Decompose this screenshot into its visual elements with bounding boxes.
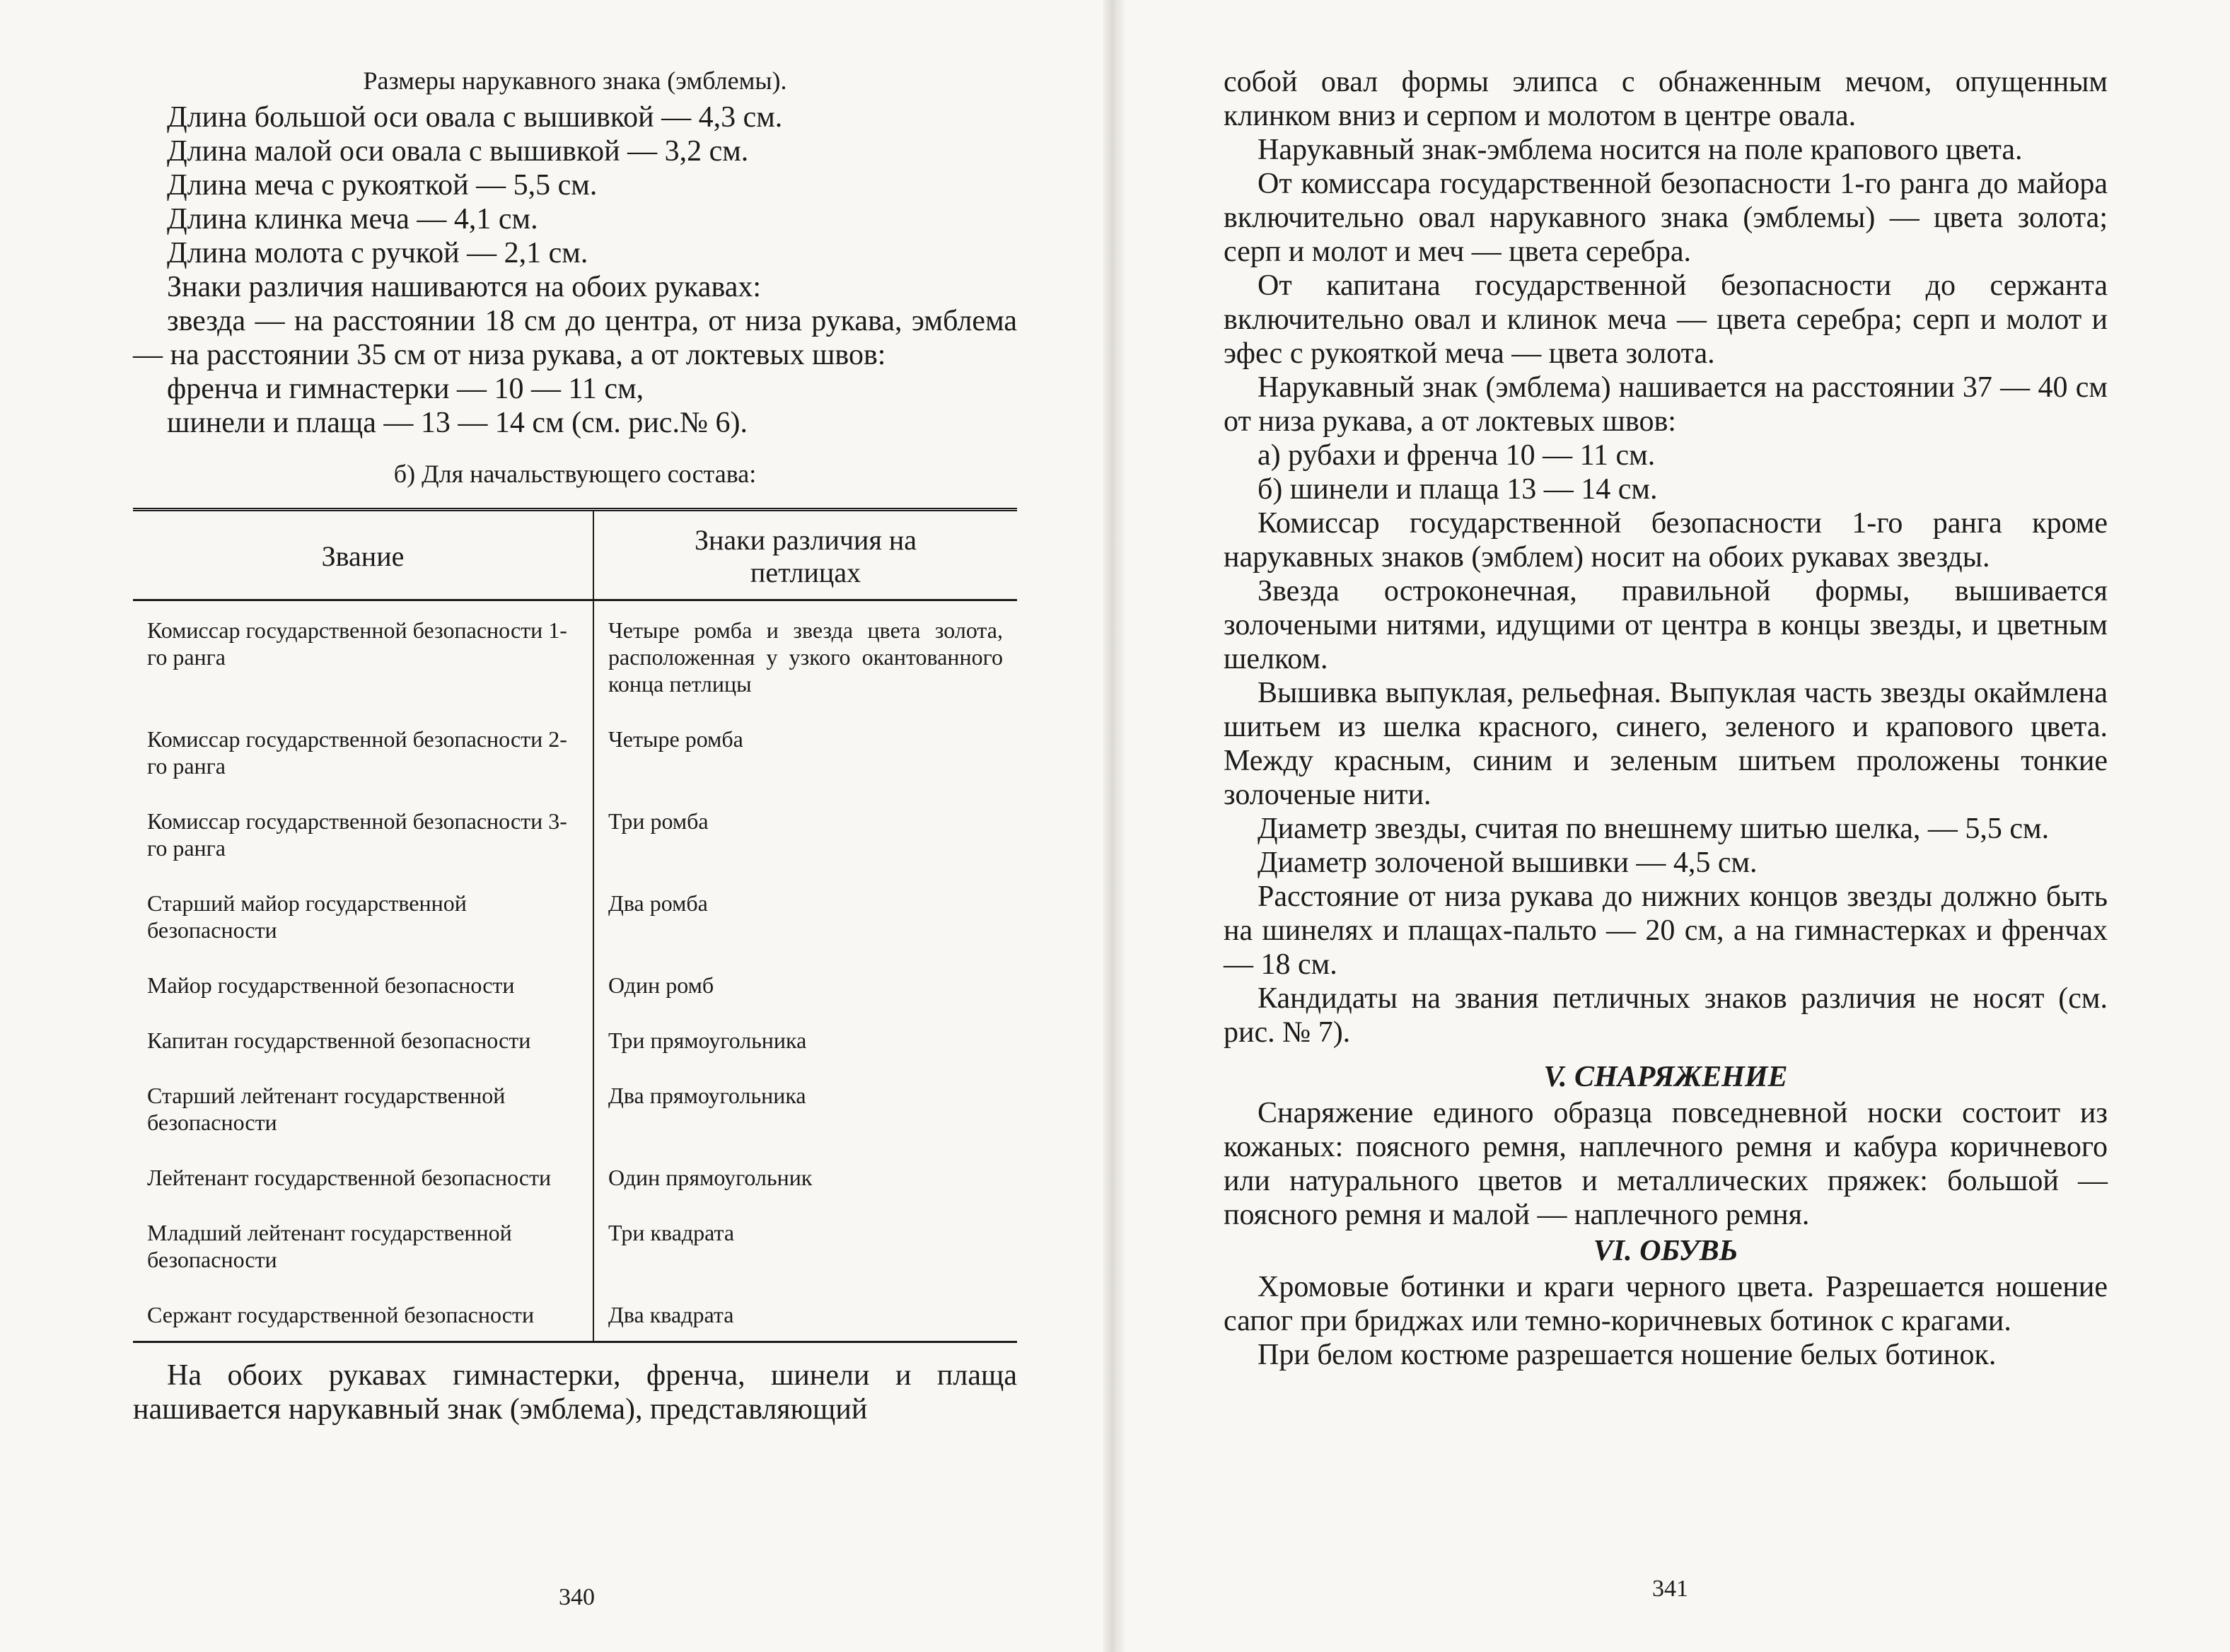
- rank-cell: Старший майор государственной безопасности: [133, 874, 593, 956]
- insignia-cell: Четыре ромба и звезда цвета золота, расположенная у узкого окантованного конца петлицы: [608, 617, 1003, 697]
- emblem-size-item: Длина меча с рукояткой — 5,5 см.: [167, 169, 598, 202]
- insignia-cell: Два квадрата: [593, 1286, 1017, 1342]
- insignia-cell: Два ромба: [608, 890, 708, 916]
- table-row: [133, 1011, 1017, 1066]
- rank-cell: Комиссар государственной безопасности 1-го ранга: [133, 600, 593, 711]
- sewing-item: френча и гимнастерки — 10 — 11 см,: [167, 373, 644, 405]
- header-rank: Звание: [133, 510, 593, 600]
- section-heading-equipment: V. СНАРЯЖЕНИЕ: [1543, 1061, 1788, 1093]
- right-page-content: [1224, 65, 2108, 1372]
- rank-cell: Комиссар государственной безопасности 2-го ранга: [133, 710, 593, 792]
- insignia-cell: Один прямоугольник: [608, 1165, 813, 1190]
- emblem-size-item: Длина большой оси овала с вышивкой — 4,3 см.: [167, 101, 783, 134]
- rank-cell: Майор государственной безопасности: [133, 956, 593, 1011]
- sewing-text: звезда — на расстоянии 18 см до центра, от низа рукава, эмблема — на расстоянии 35 см от низа рукава, а от локтевых швов:: [133, 305, 1017, 371]
- paragraph: Кандидаты на звания петличных знаков различия не носят (см. рис. № 7).: [1224, 982, 2108, 1049]
- insignia-cell: Два прямоугольника: [608, 1083, 806, 1108]
- emblem-size-item: Длина молота с ручкой — 2,1 см.: [167, 237, 588, 269]
- paragraph: Снаряжение единого образца повседневной носки состоит из кожаных: поясного ремня, наплечного ремня и кабура коричневого или натурального цветов и металлических пряжек: большой — поясного ремня и малой — наплечного ремня.: [1224, 1097, 2108, 1231]
- rank-cell: Капитан государственной безопасности: [133, 1011, 593, 1066]
- paragraph: собой овал формы элипса с обнаженным мечом, опущенным клинком вниз и серпом и молотом в центре овала.: [1224, 66, 2108, 132]
- closing-text: На обоих рукавах гимнастерки, френча, шинели и плаща нашивается нарукавный знак (эмблема), представляющий: [133, 1359, 1017, 1426]
- table-row: [133, 1286, 1017, 1342]
- emblem-size-caption: Размеры нарукавного знака (эмблемы).: [363, 66, 787, 95]
- paragraph: Хромовые ботинки и краги черного цвета. Разрешается ношение сапог при бриджах или темно-коричневых ботинок с крагами.: [1224, 1271, 2108, 1337]
- sewing-list: [133, 372, 1017, 440]
- table-caption: б) Для начальствующего состава:: [393, 460, 757, 488]
- insignia-cell: Три прямоугольника: [608, 1028, 807, 1053]
- paragraph: Вышивка выпуклая, рельефная. Выпуклая часть звезды окаймлена шитьем из шелка красного, синего, зеленого и крапового цвета. Между красным, синим и зеленым шитьем проложены тонкие золоченые нити.: [1224, 677, 2108, 811]
- paragraph: Диаметр золоченой вышивки — 4,5 см.: [1258, 847, 1758, 879]
- emblem-size-list: [133, 100, 1017, 304]
- distance-item: б) шинели и плаща 13 — 14 см.: [1258, 473, 1658, 506]
- rank-cell: Лейтенант государственной безопасности: [133, 1148, 593, 1204]
- emblem-size-item: Длина клинка меча — 4,1 см.: [167, 203, 538, 235]
- insignia-cell: Три квадрата: [608, 1220, 735, 1245]
- paragraph: Расстояние от низа рукава до нижних концов звезды должно быть на шинелях и плащах-пальто — 20 см, а на гимнастерках и френчах — 18 см.: [1224, 880, 2108, 981]
- rank-cell: Старший лейтенант государственной безопасности: [133, 1066, 593, 1148]
- paragraph: Комиссар государственной безопасности 1-го ранга кроме нарукавных знаков (эмблем) носит на обоих рукавах звезды.: [1224, 507, 2108, 574]
- distance-list: [1224, 438, 2108, 506]
- page-number-right: 341: [1652, 1576, 1688, 1602]
- paragraph: При белом костюме разрешается ношение белых ботинок.: [1258, 1339, 1997, 1371]
- insignia-cell: Три ромба: [608, 808, 709, 834]
- rank-cell: Младший лейтенант государственной безопасности: [133, 1204, 593, 1286]
- paragraph: Нарукавный знак-эмблема носится на поле крапового цвета.: [1258, 134, 2023, 166]
- page-number-left: 340: [559, 1584, 595, 1610]
- table-row: [133, 874, 1017, 956]
- table-row: [133, 1066, 1017, 1148]
- left-page-content: [133, 65, 1017, 1426]
- table-row: [133, 956, 1017, 1011]
- paragraph: Диаметр звезды, считая по внешнему шитью шелка, — 5,5 см.: [1258, 813, 2050, 845]
- distance-item: а) рубахи и френча 10 — 11 см.: [1258, 439, 1656, 472]
- table-row: [133, 1204, 1017, 1286]
- rank-cell: Комиссар государственной безопасности 3-го ранга: [133, 792, 593, 874]
- insignia-cell: Четыре ромба: [608, 726, 743, 752]
- insignia-cell: Один ромб: [608, 972, 714, 998]
- table-row: [133, 600, 1017, 711]
- table-row: [133, 710, 1017, 792]
- table-header-row: [133, 510, 1017, 600]
- table-row: [133, 1148, 1017, 1204]
- section-heading-footwear: VI. ОБУВЬ: [1593, 1235, 1738, 1267]
- header-insignia: Знаки различия на петлицах: [593, 510, 1017, 600]
- ranks-table: [133, 508, 1017, 1343]
- book-gutter: [1103, 0, 1125, 1652]
- rank-cell: Сержант государственной безопасности: [133, 1286, 593, 1342]
- emblem-size-item: Длина малой оси овала с вышивкой — 3,2 см.: [167, 135, 749, 168]
- paragraph: Звезда остроконечная, правильной формы, вышивается золочеными нитями, идущими от центра в концы звезды, и цветным шелком.: [1224, 575, 2108, 675]
- sewing-intro: Знаки различия нашиваются на обоих рукавах:: [167, 271, 762, 303]
- paragraph: Нарукавный знак (эмблема) нашивается на расстоянии 37 — 40 см от низа рукава, а от локтевых швов:: [1224, 371, 2108, 438]
- paragraph: От комиссара государственной безопасности 1-го ранга до майора включительно овал нарукавного знака (эмблемы) — цвета золота; серп и молот и меч — цвета серебра.: [1224, 168, 2108, 268]
- sewing-item: шинели и плаща — 13 — 14 см (см. рис.№ 6).: [167, 407, 748, 439]
- paragraph: От капитана государственной безопасности до сержанта включительно овал и клинок меча — цвета серебра; серп и молот и эфес с рукояткой меча — цвета золота.: [1224, 269, 2108, 370]
- table-row: [133, 792, 1017, 874]
